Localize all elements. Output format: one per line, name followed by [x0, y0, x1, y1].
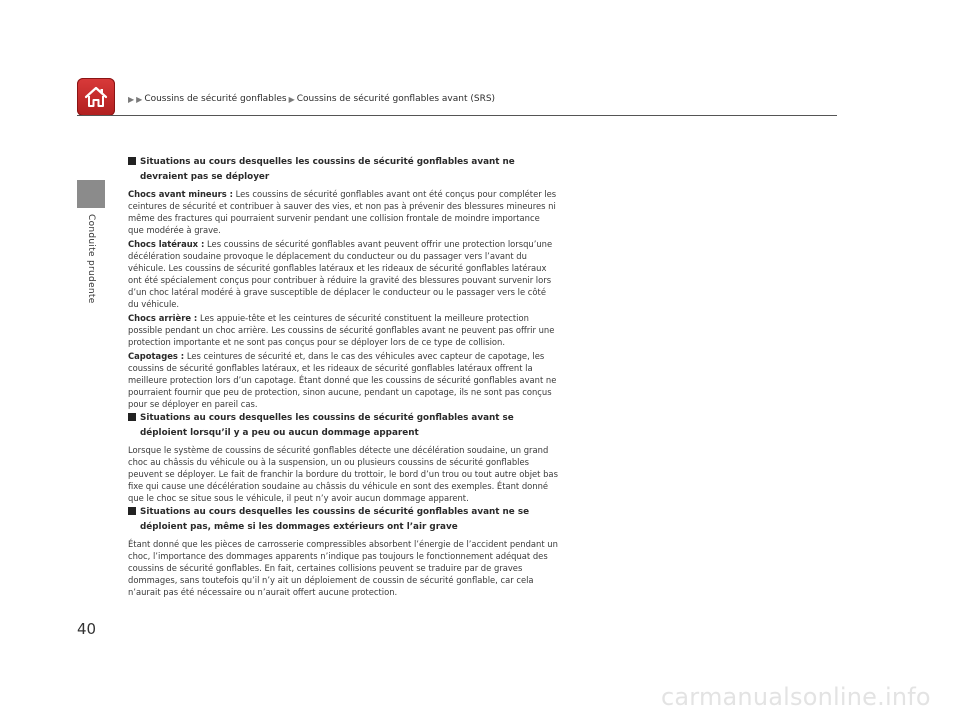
paragraph-lead: Chocs arrière :: [128, 313, 198, 323]
paragraph-rear: [128, 312, 558, 348]
section-body: Étant donné que les pièces de carrosserie compressibles absorbent l’énergie de l’accident pendant un choc, l’importance des dommages apparents n’indique pas toujours le fonctionnement adéquat des coussins de sécurité gonflables. En fait, certaines collisions peuvent se traduire par de graves dommages, sans toutefois qu’il n’y ait un déploiement de coussin de sécurité gonflable, car cela n’aurait pas été nécessaire ou n’aurait offert aucune protection.: [128, 539, 558, 597]
breadcrumb: [128, 94, 495, 104]
page-number: 40: [77, 620, 97, 638]
section-heading-text: Situations au cours desquelles les coussins de sécurité gonflables avant ne se déploient pas, même si les dommages extérieurs ont l’air grave: [140, 507, 530, 532]
paragraph-lead: Capotages :: [128, 351, 185, 361]
paragraph-text: Les appuie-tête et les ceintures de sécurité constituent la meilleure protection possible pendant un choc arrière. Les coussins de sécurité gonflables avant ne peuvent pas offrir une protection importante et ne sont pas conçus pour se déployer lors de ce type de collision.: [128, 313, 555, 347]
section-no-deploy-heavy-damage: [128, 505, 558, 598]
section-heading: [128, 155, 558, 184]
paragraph-side: [128, 238, 558, 310]
home-button[interactable]: [77, 78, 115, 116]
chapter-tab-marker[interactable]: [77, 180, 105, 208]
section-deploy-little-damage: [128, 411, 558, 504]
square-bullet-icon: [128, 413, 136, 421]
paragraph-lead: Chocs avant mineurs :: [128, 189, 233, 199]
breadcrumb-link-airbags[interactable]: Coussins de sécurité gonflables: [144, 94, 287, 104]
square-bullet-icon: [128, 507, 136, 515]
main-content: [128, 155, 558, 598]
triangle-right-icon: ▶: [128, 94, 135, 104]
paragraph-text: Les ceintures de sécurité et, dans le cas des véhicules avec capteur de capotage, les coussins de sécurité gonflables latéraux, et les rideaux de sécurité gonflables latéraux offrent la meilleure protection lors d’un capotage. Étant donné que les coussins de sécurité gonflables avant ne pourraient fournir que peu de protection, sinon aucune, pendant un capotage, ils ne sont pas conçus pour se déployer en pareil cas.: [128, 351, 557, 409]
home-icon: [83, 85, 109, 109]
watermark: carmanualsonline.info: [661, 683, 931, 711]
paragraph-rollover: [128, 350, 558, 410]
header-divider: [77, 115, 837, 116]
paragraph-minor-front: [128, 188, 558, 236]
paragraph-text: Les coussins de sécurité gonflables avant peuvent offrir une protection lorsqu’une décélération soudaine provoque le déplacement du conducteur ou du passager vers l’avant du véhicule. Les coussins de sécurité gonflables latéraux et les rideaux de sécurité gonflables latéraux ont été spécialement conçus pour contribuer à réduire la gravité des blessures pouvant survenir lors d’un choc latéral modéré à grave susceptible de déplacer le conducteur ou le passager vers le côté du véhicule.: [128, 239, 553, 309]
section-heading-text: Situations au cours desquelles les coussins de sécurité gonflables avant se déploient lorsqu’il y a peu ou aucun dommage apparent: [140, 413, 514, 438]
paragraph-text: Les coussins de sécurité gonflables avant ont été conçus pour compléter les ceintures de sécurité et contribuer à sauver des vies, et non pas à prévenir des blessures mineures ni même des fractures qui pourraient survenir pendant une collision frontale de moindre importance que modérée à grave.: [128, 189, 557, 235]
section-heading: [128, 505, 558, 534]
triangle-right-icon: ▶: [136, 94, 143, 104]
chapter-label: Conduite prudente: [86, 214, 96, 304]
paragraph-lead: Chocs latéraux :: [128, 239, 205, 249]
section-heading-text: Situations au cours desquelles les coussins de sécurité gonflables avant ne devraient pas se déployer: [140, 157, 515, 182]
triangle-right-icon: ▶: [288, 94, 295, 104]
section-body: Lorsque le système de coussins de sécurité gonflables détecte une décélération soudaine, un grand choc au châssis du véhicule ou à la suspension, un ou plusieurs coussins de sécurité gonflables peuvent se déployer. Le fait de franchir la bordure du trottoir, le bord d’un trou ou tout autre objet bas fixe qui cause une décélération soudaine au châssis du véhicule en sont des exemples. Étant donné que le choc se situe sous le véhicule, il peut n’y avoir aucun dommage apparent.: [128, 445, 558, 503]
section-no-deploy: [128, 155, 558, 410]
section-heading: [128, 411, 558, 440]
square-bullet-icon: [128, 157, 136, 165]
breadcrumb-link-front-airbags[interactable]: Coussins de sécurité gonflables avant (SRS): [296, 94, 496, 104]
